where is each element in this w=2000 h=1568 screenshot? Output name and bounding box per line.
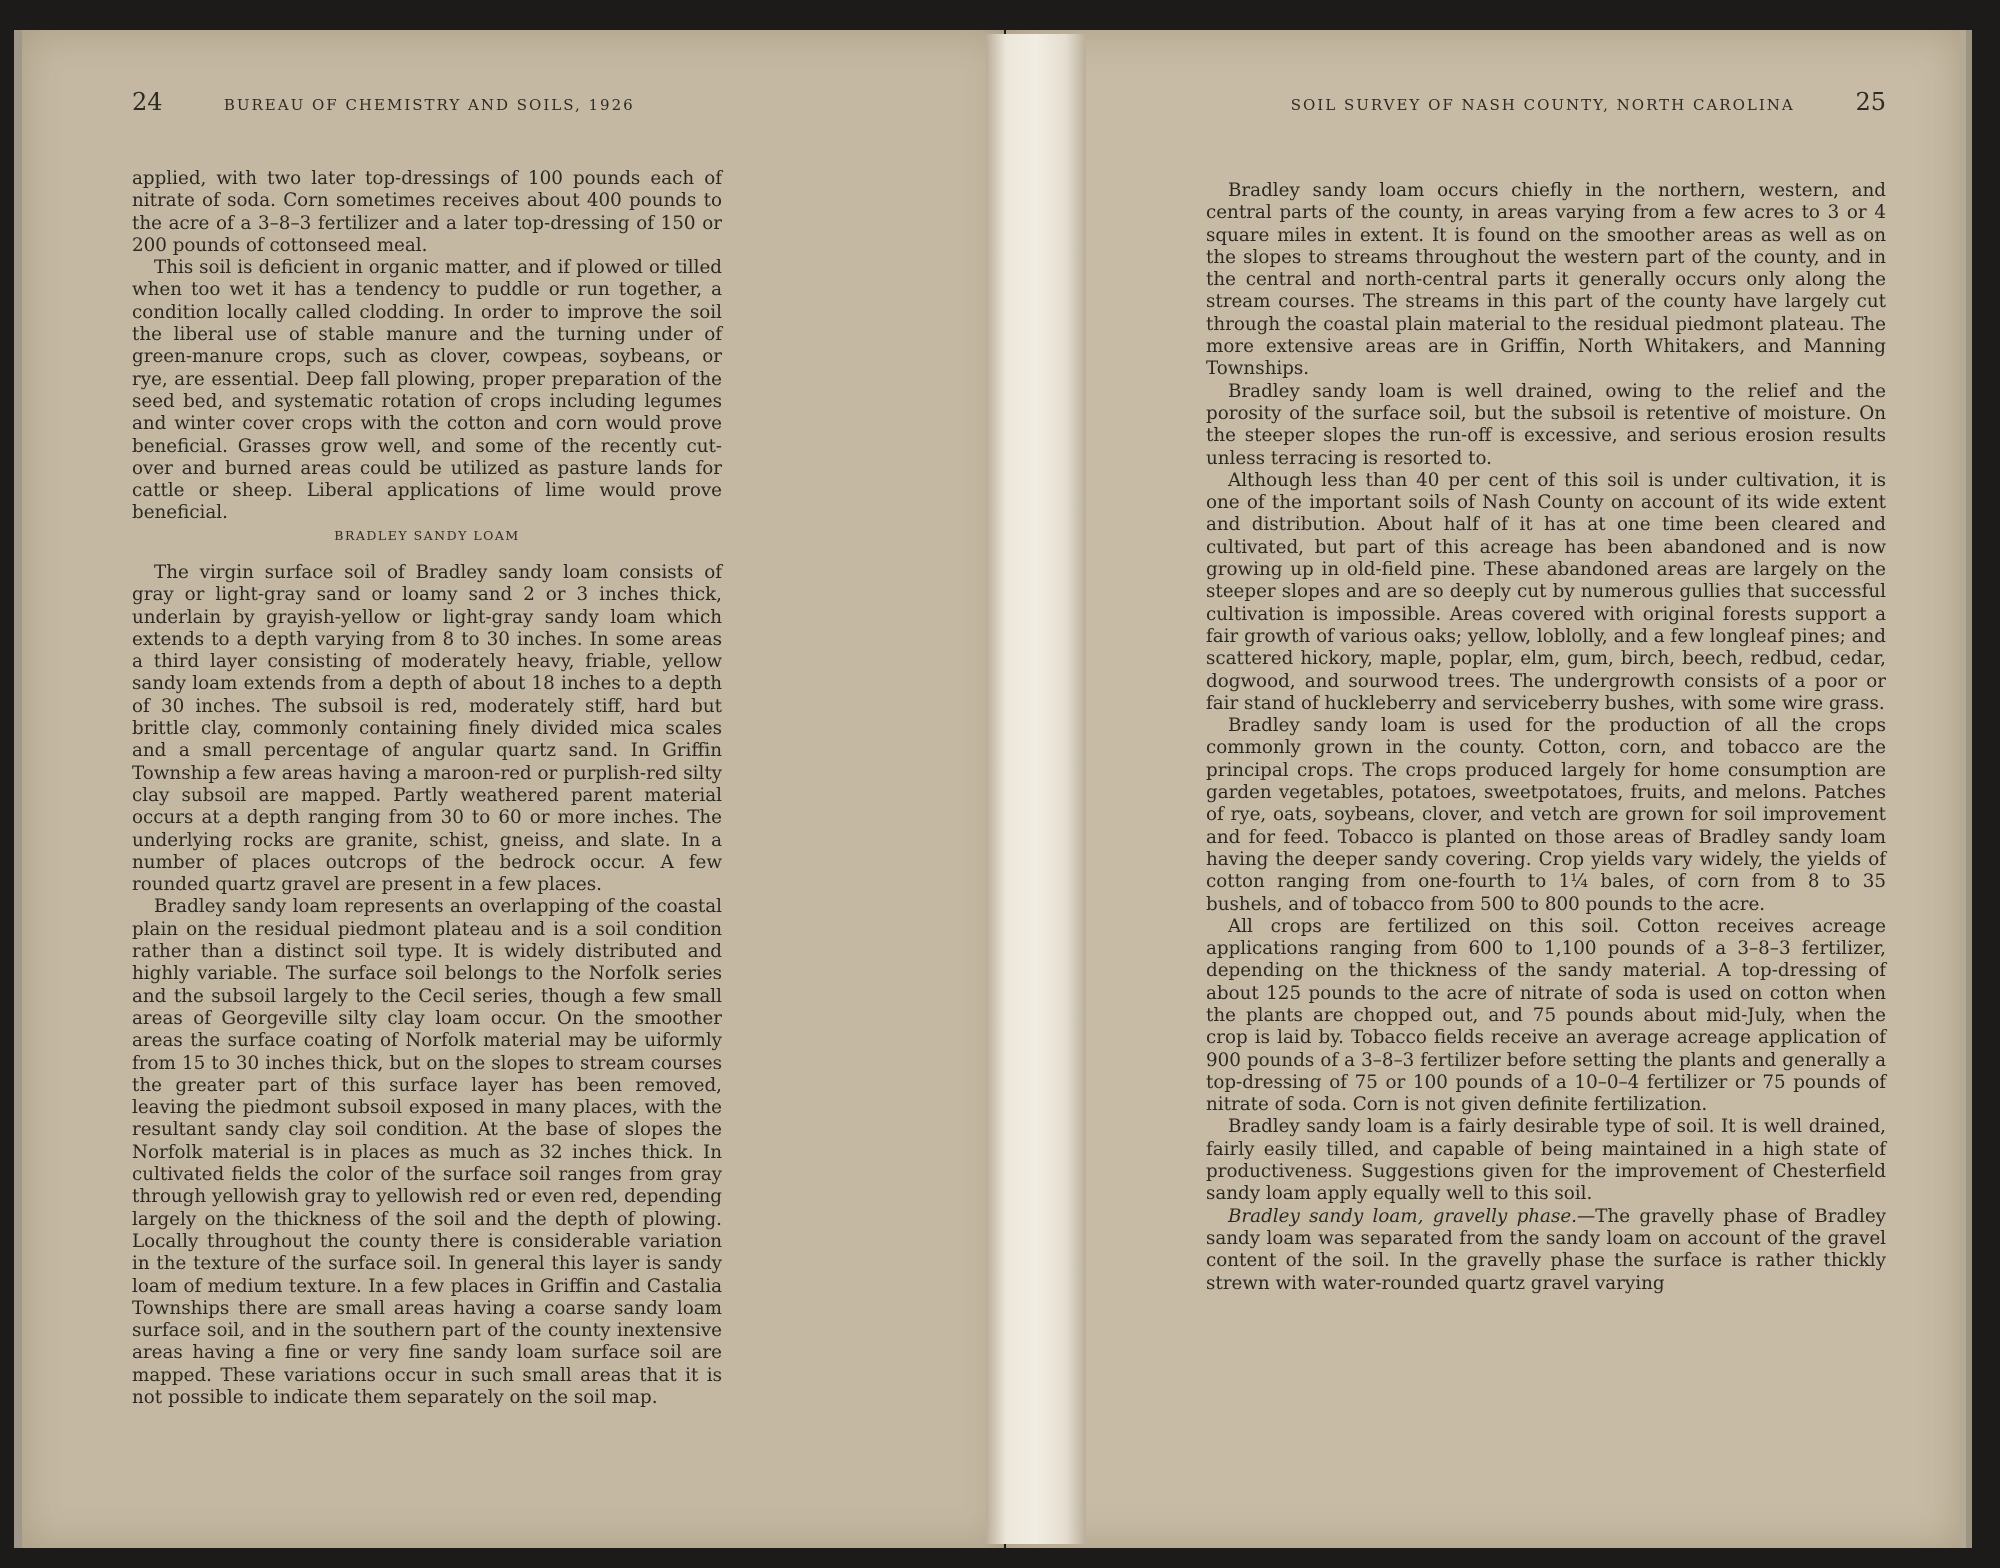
right-page-number: 25 bbox=[1855, 88, 1886, 116]
left-page-edge bbox=[14, 30, 22, 1548]
right-page bbox=[1006, 30, 1960, 1548]
paragraph-text: —The gravelly phase of Bradley sandy loam was separated from the sandy loam on account of the gravel content of the soil. In the gravelly phase the surface is rather thickly strewn with water-rounded quartz gravel varying bbox=[1206, 1205, 1886, 1294]
paragraph: Bradley sandy loam is used for the production of all the crops commonly grown in the county. Cotton, corn, and tobacco are the principal crops. The crops produced largely for home consumption are garden vegetables, potatoes, sweetpotatoes, fruits, and melons. Patches of rye, oats, soybeans, clover, and vetch are grown for soil improvement and for feed. Tobacco is planted on those areas of Bradley sandy loam having the deeper sandy covering. Crop yields vary widely, the yields of cotton ranging from one-fourth to 1¼ bales, of corn from 8 to 35 bushels, and of tobacco from 500 to 800 pounds to the acre. bbox=[1206, 715, 1886, 915]
book-gutter bbox=[986, 34, 1086, 1544]
paragraph: This soil is deficient in organic matter, and if plowed or tilled when too wet it has a tendency to puddle or run together, a condition locally called clodding. In order to improve the soil the liberal use of stable manure and the turning under of green-manure crops, such as clover, cowpeas, soybeans, or rye, are essential. Deep fall plowing, proper preparation of the seed bed, and systematic rotation of crops including legumes and winter cover crops with the cotton and corn would prove beneficial. Grasses grow well, and some of the recently cut-over and burned areas could be utilized as pasture lands for cattle or sheep. Liberal applications of lime would prove beneficial. bbox=[132, 257, 722, 524]
section-heading: BRADLEY SANDY LOAM bbox=[334, 528, 520, 543]
paragraph-gravelly-phase bbox=[1206, 1206, 1886, 1295]
italic-subheading: Bradley sandy loam, gravelly phase. bbox=[1228, 1205, 1577, 1227]
paragraph: applied, with two later top-dressings of 100 pounds each of nitrate of soda. Corn sometimes receives about 400 pounds to the acre of a 3–8–3 fertilizer and a later top-dressing of 150 or 200 pounds of cottonseed meal. bbox=[132, 168, 722, 256]
paragraph: Bradley sandy loam occurs chiefly in the northern, western, and central parts of the county, in areas varying from a few acres to 3 or 4 square miles in extent. It is found on the smoother areas as well as on the slopes to streams throughout the western part of the county, and in the central and north-central parts it generally occurs only along the stream courses. The streams in this part of the county have largely cut through the coastal plain material to the residual piedmont plateau. The more extensive areas are in Griffin, North Whitakers, and Manning Townships. bbox=[1206, 180, 1886, 380]
paragraph: The virgin surface soil of Bradley sandy loam consists of gray or light-gray sand or loamy sand 2 or 3 inches thick, underlain by grayish-yellow or light-gray sandy loam which extends to a depth varying from 8 to 30 inches. In some areas a third layer consisting of moderately heavy, friable, yellow sandy loam extends from a depth of about 18 inches to a depth of 30 inches. The subsoil is red, moderately stiff, hard but brittle clay, commonly containing finely divided mica scales and a small percentage of angular quartz sand. In Griffin Township a few areas having a maroon-red or purplish-red silty clay subsoil are mapped. Partly weathered parent material occurs at a depth ranging from 30 to 60 or more inches. The underlying rocks are granite, schist, gneiss, and slate. In a number of places outcrops of the bedrock occur. A few rounded quartz gravel are present in a few places. bbox=[132, 562, 722, 896]
right-running-head bbox=[1206, 88, 1886, 122]
paragraph: Bradley sandy loam is well drained, owing to the relief and the porosity of the surface soil, but the subsoil is retentive of moisture. On the steeper slopes the run-off is excessive, and serious erosion results unless terracing is resorted to. bbox=[1206, 380, 1886, 469]
left-running-title: BUREAU OF CHEMISTRY AND SOILS, 1926 bbox=[223, 96, 635, 114]
left-running-head bbox=[132, 88, 720, 122]
right-text bbox=[1206, 180, 1886, 1295]
right-running-title: SOIL SURVEY OF NASH COUNTY, NORTH CAROLINA bbox=[1290, 96, 1795, 114]
paragraph: Bradley sandy loam represents an overlapping of the coastal plain on the residual piedmont plateau and is a soil condition rather than a distinct soil type. It is widely distributed and highly variable. The surface soil belongs to the Norfolk series and the subsoil largely to the Cecil series, though a few small areas of Georgeville silty clay loam occur. On the smoother areas the surface coating of Norfolk material may be uiformly from 15 to 30 inches thick, but on the slopes to stream courses the greater part of this surface layer has been removed, leaving the piedmont subsoil exposed in many places, with the resultant sandy clay soil condition. At the base of slopes the Norfolk material is in places as much as 32 inches thick. In cultivated fields the color of the surface soil ranges from gray through yellowish gray to yellowish red or even red, depending largely on the thickness of the soil and the depth of plowing. Locally throughout the county there is considerable variation in the texture of the surface soil. In general this layer is sandy loam of medium texture. In a few places in Griffin and Castalia Townships there are small areas having a coarse sandy loam surface soil, and in the southern part of the county inextensive areas having a fine or very fine sandy loam surface soil are mapped. These variations occur in such small areas that it is not possible to indicate them separately on the soil map. bbox=[132, 896, 722, 1408]
left-page bbox=[22, 30, 1004, 1548]
left-page-number: 24 bbox=[132, 88, 163, 116]
paragraph: Bradley sandy loam is a fairly desirable type of soil. It is well drained, fairly easily tilled, and capable of being maintained in a high state of productiveness. Suggestions given for the improvement of Chesterfield sandy loam apply equally well to this soil. bbox=[1206, 1116, 1886, 1205]
right-page-edge-outer bbox=[1966, 30, 1972, 1548]
left-text-top bbox=[132, 168, 722, 525]
paragraph: All crops are fertilized on this soil. Cotton receives acreage applications ranging from 600 to 1,100 pounds of a 3–8–3 fertilizer, depending on the thickness of the sandy material. A top-dressing of about 125 pounds to the acre of nitrate of soda is used on cotton when the plants are chopped out, and 75 pounds about mid-July, when the crop is laid by. Tobacco fields receive an average acreage application of 900 pounds of a 3–8–3 fertilizer before setting the plants and generally a top-dressing of 75 or 100 pounds of a 10–0–4 fertilizer or 75 pounds of nitrate of soda. Corn is not given definite fertilization. bbox=[1206, 915, 1886, 1116]
left-text-bottom bbox=[132, 562, 722, 1409]
paragraph: Although less than 40 per cent of this soil is under cultivation, it is one of the important soils of Nash County on account of its wide extent and distribution. About half of it has at one time been cleared and cultivated, but part of this acreage has been abandoned and is now growing up in old-field pine. These abandoned areas are largely on the steeper slopes and are so deeply cut by numerous gullies that successful cultivation is impossible. Areas covered with original forests support a fair growth of various oaks; yellow, loblolly, and a few longleaf pines; and scattered hickory, maple, poplar, elm, gum, birch, beech, redbud, cedar, dogwood, and sourwood trees. The undergrowth consists of a poor or fair stand of huckleberry and serviceberry bushes, with some wire grass. bbox=[1206, 469, 1886, 714]
